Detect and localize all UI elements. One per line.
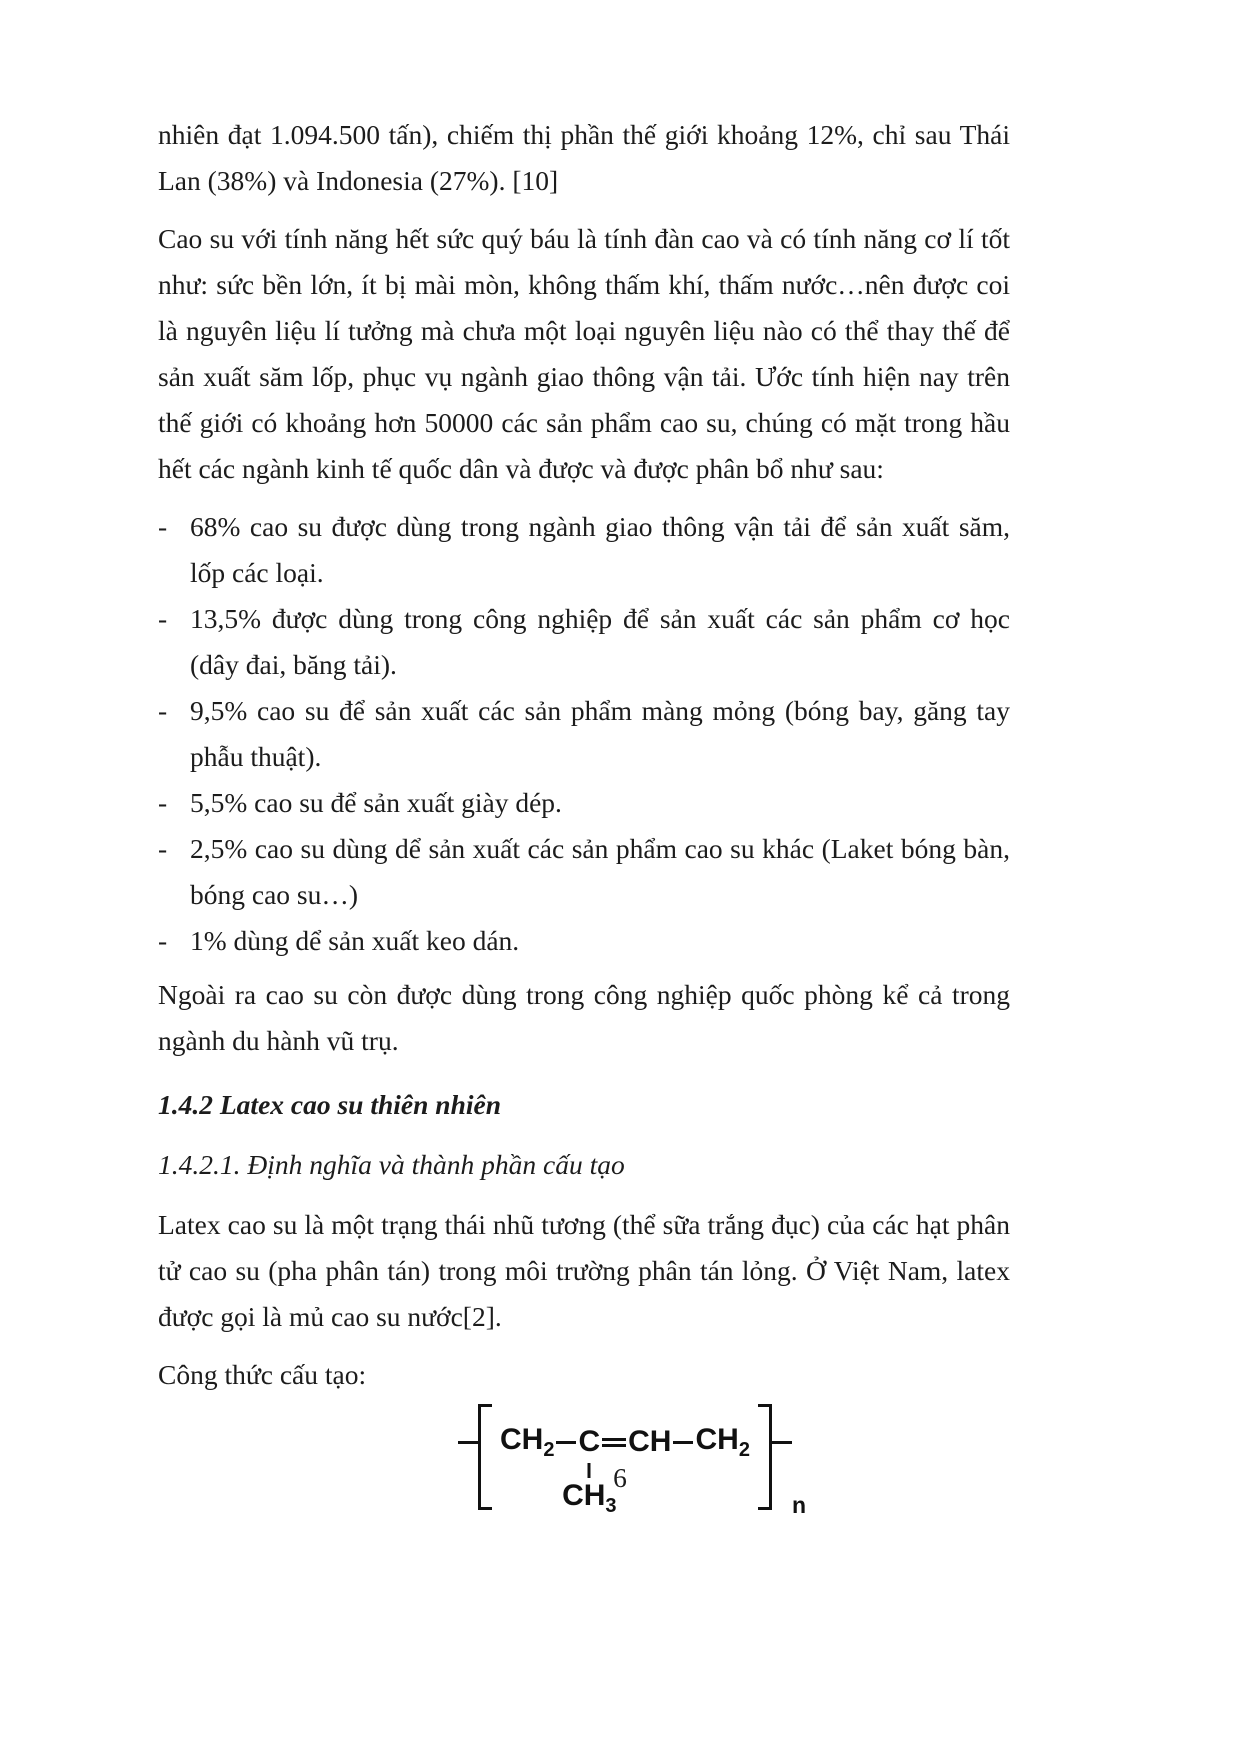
atom-label: CH [695, 1422, 739, 1456]
right-bracket [758, 1404, 772, 1510]
list-item [158, 688, 1010, 780]
double-bond-icon [602, 1438, 626, 1447]
subscript-2: 2 [738, 1438, 750, 1461]
atom-label: C [578, 1425, 601, 1458]
bullet-text-shoes: 5,5% cao su để sản xuất giày dép. [190, 787, 562, 818]
single-bond-icon [673, 1441, 693, 1444]
formula-c-atom [562, 1425, 617, 1517]
list-item [158, 596, 1010, 688]
page-content [158, 112, 1010, 1544]
formula-ch2-right [695, 1422, 750, 1461]
repeat-subscript-n: n [791, 1492, 807, 1518]
list-item [158, 780, 1010, 826]
bullet-dash: - [158, 833, 168, 864]
bullet-text-transport: 68% cao su được dùng trong ngành giao thông vận tải để sản xuất săm, lốp các loại. [190, 511, 1010, 588]
bullet-text-glue: 1% dùng dể sản xuất keo dán. [190, 925, 520, 956]
bullet-dash: - [158, 925, 168, 956]
list-item [158, 826, 1010, 918]
polyisoprene-formula [458, 1404, 818, 1517]
left-bracket [478, 1404, 492, 1510]
atom-label: CH [562, 1479, 606, 1512]
single-bond-icon [556, 1441, 576, 1444]
paragraph-rubber-overview: Cao su với tính năng hết sức quý báu là tính đàn cao và có tính năng cơ lí tốt như: sức bền lớn, ít bị mài mòn, không thấm khí, thấm nước…nên được coi là nguyên liệu lí tưởng mà chưa một loại nguyên liệu nào có thể thay thế để sản xuất săm lốp, phục vụ ngành giao thông vận tải. Ước tính hiện nay trên thế giới có khoảng hơn 50000 các sản phẩm cao su, chúng có mặt trong hầu hết các ngành kinh tế quốc dân và được và được phân bổ như sau: [158, 223, 1010, 484]
atom-label: CH [628, 1425, 672, 1458]
list-item [158, 504, 1010, 596]
page-number: 6 [613, 1462, 627, 1493]
paragraph-defense-use: Ngoài ra cao su còn được dùng trong công nghiệp quốc phòng kể cả trong ngành du hành vũ trụ. [158, 979, 1010, 1056]
chain-extension-line-left [458, 1441, 478, 1444]
formula-ch [628, 1427, 671, 1457]
subscript-3: 3 [605, 1495, 617, 1517]
subsection-heading-1-4-2-1: 1.4.2.1. Định nghĩa và thành phần cấu tạo [158, 1149, 625, 1180]
bullet-dash: - [158, 603, 168, 634]
usage-bullet-list [158, 504, 1010, 964]
section-heading-1-4-2: 1.4.2 Latex cao su thiên nhiên [158, 1089, 502, 1120]
paragraph-latex-definition: Latex cao su là một trạng thái nhũ tương (thể sữa trắng đục) của các hạt phân tử cao su (pha phân tán) trong môi trường phân tán lỏng. Ở Việt Nam, latex được gọi là mủ cao su nước[2]. [158, 1209, 1010, 1332]
bullet-text-thin-film: 9,5% cao su để sản xuất các sản phẩm màng mỏng (bóng bay, găng tay phẫu thuật). [190, 695, 1010, 772]
bullet-text-other-products: 2,5% cao su dùng dể sản xuất các sản phẩm cao su khác (Laket bóng bàn, bóng cao su…) [190, 833, 1010, 910]
formula-ch2-left [500, 1422, 555, 1461]
bullet-dash: - [158, 511, 168, 542]
formula-label: Công thức cấu tạo: [158, 1359, 367, 1390]
chain-extension-line-right [772, 1441, 792, 1444]
bullet-text-industry: 13,5% được dùng trong công nghiệp để sản xuất các sản phẩm cơ học (dây đai, băng tải). [190, 603, 1010, 680]
list-item [158, 918, 1010, 964]
atom-label: CH [500, 1422, 544, 1456]
bullet-dash: - [158, 787, 168, 818]
paragraph-production-stats: nhiên đạt 1.094.500 tấn), chiếm thị phần thế giới khoảng 12%, chỉ sau Thái Lan (38%) và Indonesia (27%). [10] [158, 119, 1010, 196]
bullet-dash: - [158, 695, 168, 726]
subscript-2: 2 [543, 1438, 555, 1461]
